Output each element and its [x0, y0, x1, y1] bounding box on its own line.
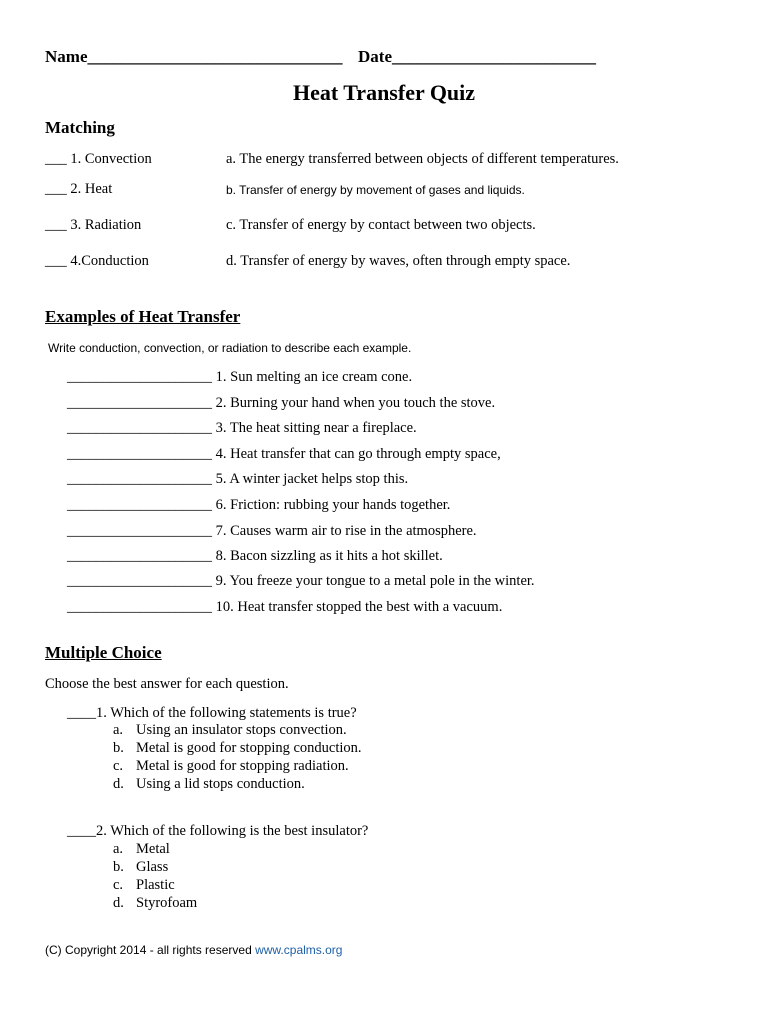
example-item: ____________________ 10. Heat transfer stopped the best with a vacuum.: [67, 599, 503, 615]
option-letter: d.: [113, 776, 124, 792]
multiple-choice-instructions: Choose the best answer for each question.: [45, 676, 289, 692]
example-item: ____________________ 7. Causes warm air to rise in the atmosphere.: [67, 523, 477, 539]
multiple-choice-heading: Multiple Choice: [45, 643, 162, 662]
cpalms-link[interactable]: www.cpalms.org: [255, 943, 343, 957]
answer-option: [113, 841, 170, 858]
option-letter: a.: [113, 722, 124, 738]
example-item: ____________________ 3. The heat sitting near a fireplace.: [67, 420, 417, 436]
answer-option: [113, 758, 349, 775]
example-item: ____________________ 1. Sun melting an ice cream cone.: [67, 369, 413, 385]
option-letter: b.: [113, 740, 124, 756]
answer-option: [113, 776, 305, 793]
option-text: Plastic: [136, 877, 175, 893]
option-text: Using an insulator stops convection.: [136, 722, 347, 738]
option-letter: c.: [113, 877, 124, 893]
example-item: ____________________ 6. Friction: rubbing your hands together.: [67, 497, 451, 513]
footer: [45, 943, 342, 957]
option-text: Metal: [136, 841, 170, 857]
matching-term: ___ 1. Convection: [45, 151, 152, 167]
option-letter: a.: [113, 841, 124, 857]
matching-definition: a. The energy transferred between objects of different temperatures.: [226, 151, 619, 167]
question-stem: ____2. Which of the following is the best insulator?: [67, 823, 369, 839]
example-item: ____________________ 8. Bacon sizzling as it hits a hot skillet.: [67, 548, 443, 564]
examples-heading: Examples of Heat Transfer: [45, 307, 241, 326]
matching-term: ___ 3. Radiation: [45, 217, 142, 233]
date-field: Date________________________: [358, 47, 596, 66]
option-text: Styrofoam: [136, 895, 198, 911]
answer-option: [113, 859, 168, 876]
question-stem: ____1. Which of the following statements is true?: [67, 705, 357, 721]
option-text: Metal is good for stopping conduction.: [136, 740, 362, 756]
example-item: ____________________ 4. Heat transfer that can go through empty space,: [67, 446, 501, 462]
example-item: ____________________ 9. You freeze your tongue to a metal pole in the winter.: [67, 573, 535, 589]
matching-term: ___ 4.Conduction: [45, 253, 149, 269]
option-letter: c.: [113, 758, 124, 774]
answer-option: [113, 740, 362, 757]
examples-instructions: Write conduction, convection, or radiation to describe each example.: [48, 341, 412, 355]
option-text: Metal is good for stopping radiation.: [136, 758, 349, 774]
option-letter: d.: [113, 895, 124, 911]
matching-heading: Matching: [45, 118, 115, 137]
name-field: Name______________________________: [45, 47, 343, 66]
example-item: ____________________ 5. A winter jacket helps stop this.: [67, 471, 409, 487]
copyright-text: (C) Copyright 2014 - all rights reserved: [45, 943, 252, 957]
option-letter: b.: [113, 859, 124, 875]
matching-definition: d. Transfer of energy by waves, often through empty space.: [226, 253, 571, 269]
answer-option: [113, 722, 347, 739]
answer-option: [113, 895, 197, 912]
answer-option: [113, 877, 175, 894]
page-title: Heat Transfer Quiz: [292, 80, 476, 105]
matching-definition: c. Transfer of energy by contact between two objects.: [226, 217, 536, 233]
matching-term: ___ 2. Heat: [45, 181, 113, 197]
option-text: Using a lid stops conduction.: [136, 776, 305, 792]
matching-definition: b. Transfer of energy by movement of gases and liquids.: [226, 183, 525, 197]
example-item: ____________________ 2. Burning your hand when you touch the stove.: [67, 395, 496, 411]
option-text: Glass: [136, 859, 169, 875]
